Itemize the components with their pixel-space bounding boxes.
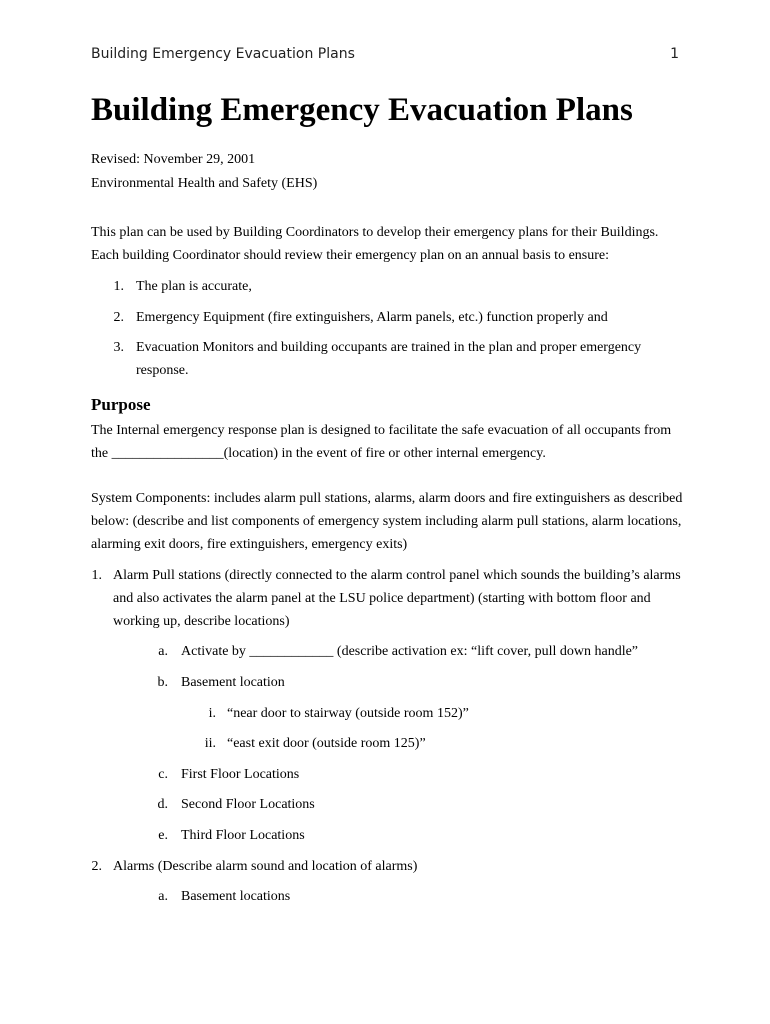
running-title: Building Emergency Evacuation Plans <box>91 46 355 62</box>
revised-date: Revised: November 29, 2001 <box>91 152 256 167</box>
list-item-continuation: and also activates the alarm panel at the LSU police department) (starting with bottom floor and <box>113 591 651 606</box>
intro-text-line-1: This plan can be used by Building Coordinators to develop their emergency plans for their Buildings. <box>91 225 659 240</box>
sublist-letter: b. <box>157 675 168 690</box>
sublist-item: “near door to stairway (outside room 152)” <box>227 706 469 721</box>
list-item: Alarms (Describe alarm sound and location of alarms) <box>113 859 418 874</box>
sublist-letter: a. <box>158 644 168 659</box>
department-name: Environmental Health and Safety (EHS) <box>91 176 318 191</box>
list-item: Alarm Pull stations (directly connected to the alarm control panel which sounds the building’s alarms <box>113 568 681 583</box>
sublist-letter: a. <box>158 889 168 904</box>
purpose-text-line-2: the ________________(location) in the event of fire or other internal emergency. <box>91 446 546 461</box>
sublist-item: Basement locations <box>181 889 291 904</box>
list-item-continuation: working up, describe locations) <box>113 614 290 629</box>
sublist-letter: d. <box>157 797 168 812</box>
components-text-line-2: below: (describe and list components of emergency system including alarm pull stations, alarm locations, <box>91 514 682 529</box>
list-item-continuation: response. <box>136 363 189 378</box>
list-number: 3. <box>113 340 124 355</box>
components-text-line-3: alarming exit doors, fire extinguishers, emergency exits) <box>91 537 408 552</box>
sublist-item: First Floor Locations <box>181 767 300 782</box>
list-number: 1. <box>91 568 102 583</box>
purpose-heading: Purpose <box>91 395 151 414</box>
purpose-text-line-1: The Internal emergency response plan is designed to facilitate the safe evacuation of all occupants from <box>91 423 672 438</box>
list-number: 2. <box>113 310 124 325</box>
intro-text-line-2: Each building Coordinator should review their emergency plan on an annual basis to ensure: <box>91 248 609 263</box>
document-title: Building Emergency Evacuation Plans <box>91 92 633 128</box>
sublist-letter: c. <box>158 767 168 782</box>
sublist-item: Basement location <box>181 675 285 690</box>
list-number: 2. <box>91 859 102 874</box>
list-item: Evacuation Monitors and building occupants are trained in the plan and proper emergency <box>136 340 642 355</box>
list-item: Emergency Equipment (fire extinguishers, Alarm panels, etc.) function properly and <box>136 310 608 325</box>
sublist-roman: ii. <box>204 736 216 751</box>
sublist-item: Second Floor Locations <box>181 797 315 812</box>
components-text-line-1: System Components: includes alarm pull stations, alarms, alarm doors and fire extinguishers as described <box>91 491 683 506</box>
sublist-letter: e. <box>158 828 168 843</box>
list-item: The plan is accurate, <box>136 279 252 294</box>
sublist-roman: i. <box>208 706 216 721</box>
sublist-item: “east exit door (outside room 125)” <box>227 736 426 751</box>
list-number: 1. <box>113 279 124 294</box>
sublist-item: Third Floor Locations <box>181 828 305 843</box>
sublist-item: Activate by ____________ (describe activation ex: “lift cover, pull down handle” <box>181 644 639 659</box>
page-number: 1 <box>670 46 679 62</box>
